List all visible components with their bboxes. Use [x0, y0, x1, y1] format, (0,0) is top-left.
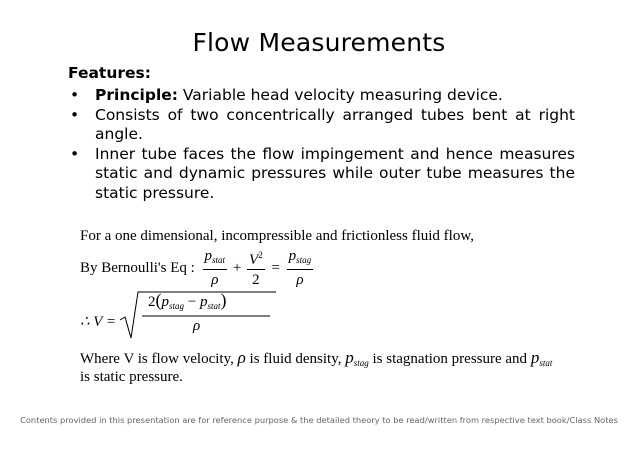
bullet-text: Variable head velocity measuring device. — [177, 86, 503, 104]
feature-item-inner-tube — [68, 145, 575, 204]
sqrt-denominator: ρ — [193, 318, 201, 334]
feature-item-principle — [68, 86, 575, 106]
features-heading: Features: — [68, 64, 151, 82]
fraction-pstag-over-rho: $\frac{p_{stag}}{\rho}$ — [288, 247, 312, 288]
plus-sign: + — [232, 260, 242, 276]
bullet-icon: • — [70, 105, 80, 124]
bernoulli-label: By Bernoulli's Eq : — [80, 260, 195, 276]
feature-list — [68, 86, 575, 203]
footer-note: Contents provided in this presentation are for reference purpose & the detailed theory to be read/written from respective text book/Class Notes — [20, 415, 618, 425]
equals-sign: = — [271, 260, 280, 276]
slide-title: Flow Measurements — [192, 28, 446, 57]
feature-item-tubes — [68, 106, 575, 145]
therefore-v: ∴ V = — [80, 314, 117, 330]
bernoulli-equation — [80, 247, 313, 290]
variable-definitions-end: is static pressure. — [80, 369, 183, 385]
variable-definitions: Where V is flow velocity, ρ is fluid density, $p_{stag}$ is stagnation pressure and $p_{stat}$ — [80, 348, 553, 368]
bullet-bold-prefix: Principle: — [95, 86, 178, 104]
bullet-icon: • — [70, 144, 80, 163]
sqrt-numerator: $2(p_{stag} - p_{stat})$ — [148, 290, 227, 311]
bullet-text: Inner tube faces the flow impingement and hence measures static and dynamic pressures while outer tube measures the static pressure. — [95, 144, 575, 202]
equation-intro: For a one dimensional, incompressible and frictionless fluid flow, — [80, 228, 474, 244]
fraction-v2-over-2: $\frac{V^2}{2}$ — [249, 250, 263, 288]
fraction-pstat-over-rho: $\frac{p_{stat}}{\rho}$ — [204, 247, 226, 288]
bullet-text: Consists of two concentrically arranged tubes bent at right angle. — [95, 105, 575, 143]
bullet-icon: • — [70, 86, 80, 104]
